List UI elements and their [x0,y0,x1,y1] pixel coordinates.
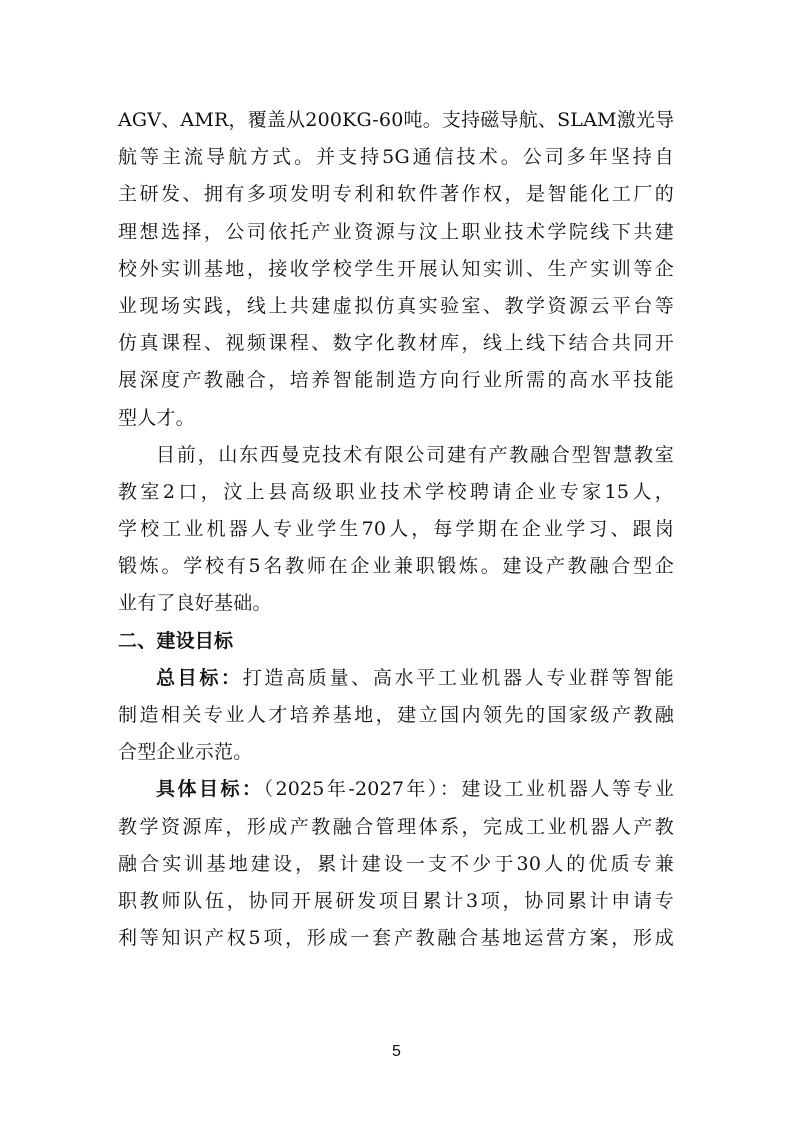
text-line: 利等知识产权5项，形成一套产教融合基地运营方案，形成 [118,927,674,950]
text-line: 目前，山东西曼克技术有限公司建有产教融合型智慧教室 [156,443,674,466]
overall-goal-label: 总目标： [156,666,243,689]
text-line [118,660,674,697]
overall-goal-text: 打造高质量、高水平工业机器人专业群等智能 [242,666,674,689]
paragraph-company-intro [118,102,674,437]
text-line: 校外实训基地，接收学校学生开展认知实训、生产实训等企 [118,257,674,280]
section-heading: 二、建设目标 [118,629,234,652]
text-line: 业有了良好基础。 [118,592,272,615]
text-line: AGV、AMR，覆盖从200KG-60吨。支持磁导航、SLAM激光导 [118,109,675,131]
text-line: 主研发、拥有多项发明专利和软件著作权，是智能化工厂的 [118,183,674,206]
specific-goal-text: （2025年-2027年）：建设工业机器人等专业 [263,778,674,801]
text-line: 理想选择，公司依托产业资源与汶上职业技术学院线下共建 [118,220,674,243]
text-line: 合型企业示范。 [118,741,253,764]
text-line: 职教师队伍，协同开展研发项目累计3项，协同累计申请专 [118,889,674,912]
text-line: 仿真课程、视频课程、数字化教材库，线上线下结合共同开 [118,332,674,355]
text-line: 型人才。 [118,406,195,429]
specific-goal-label: 具体目标： [156,778,264,801]
text-line: 展深度产教融合，培养智能制造方向行业所需的高水平技能 [118,369,674,392]
text-line: 融合实训基地建设，累计建设一支不少于30人的优质专兼 [118,852,674,875]
text-line: 制造相关专业人才培养基地，建立国内领先的国家级产教融 [118,704,674,726]
text-line: 业现场实践，线上共建虚拟仿真实验室、教学资源云平台等 [118,294,674,317]
text-line [118,771,674,808]
paragraph-current-status [118,437,674,623]
text-line: 学校工业机器人专业学生70人，每学期在企业学习、跟岗 [118,518,674,541]
text-line: 航等主流导航方式。并支持5G通信技术。公司多年坚持自 [118,146,674,169]
text-line: 教学资源库，形成产教融合管理体系，完成工业机器人产教 [118,815,674,838]
document-body [118,102,674,957]
paragraph-overall-goal [118,660,674,772]
paragraph-specific-goal [118,771,674,957]
page-number: 5 [392,1043,401,1060]
text-line: 锻炼。学校有5名教师在企业兼职锻炼。建设产教融合型企 [118,555,674,578]
text-line: 教室2口，汶上县高级职业技术学校聘请企业专家15人， [118,480,674,503]
